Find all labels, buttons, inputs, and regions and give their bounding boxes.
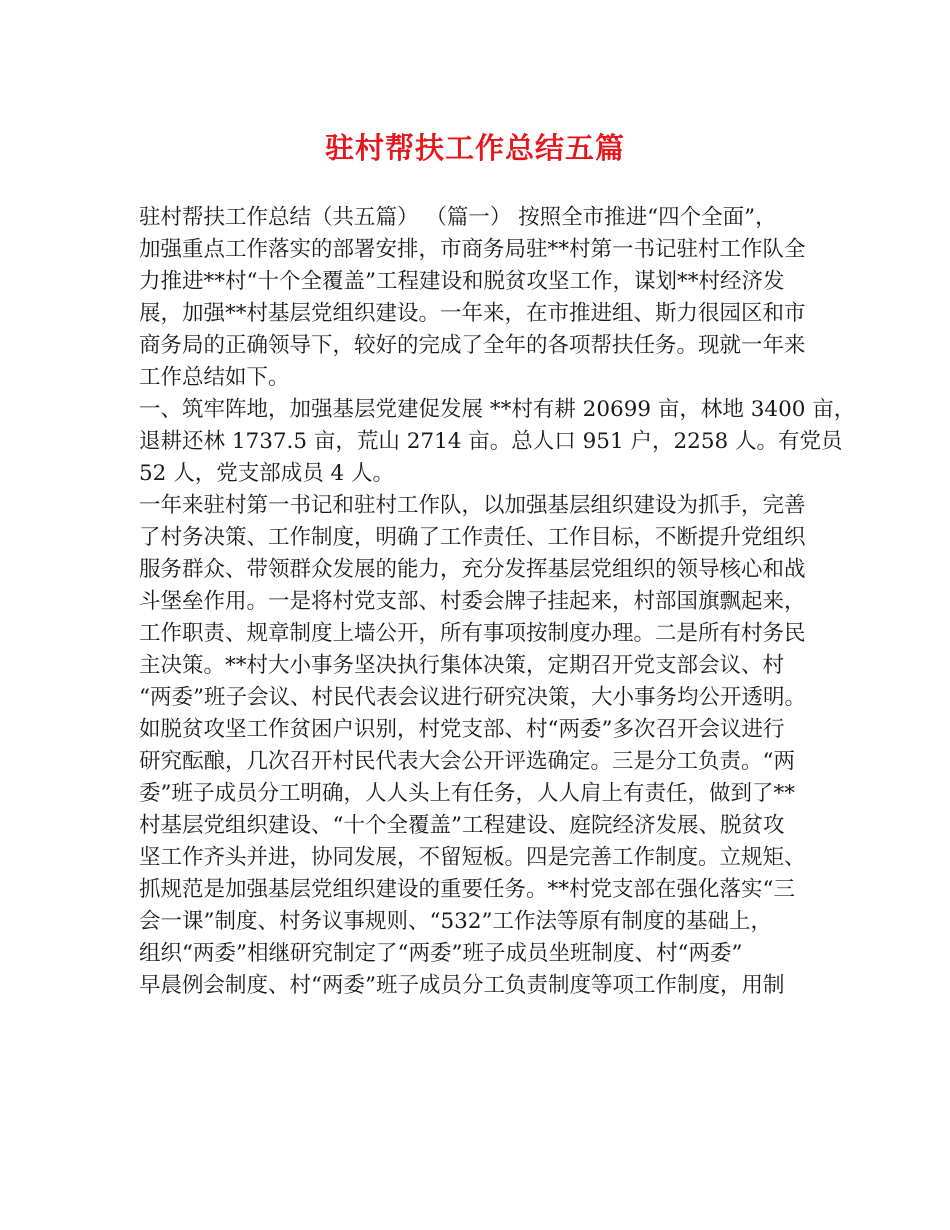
body-line: 组织“两委”相继研究制定了“两委”班子成员坐班制度、村“两委” [139, 941, 743, 966]
body-line: 如脱贫攻坚工作贫困户识别，村党支部、村“两委”多次召开会议进行 [139, 717, 785, 742]
body-line: 主决策。**村大小事务坚决执行集体决策，定期召开党支部会议、村 [139, 653, 785, 678]
body-line: 工作总结如下。 [139, 365, 290, 390]
body-line: 抓规范是加强基层党组织建设的重要任务。**村党支部在强化落实“三 [139, 877, 795, 902]
body-line: 早晨例会制度、村“两委”班子成员分工负责制度等项工作制度，用制 [139, 973, 785, 998]
body-line: 了村务决策、工作制度，明确了工作责任、工作目标，不断提升党组织 [139, 525, 806, 550]
body-line: 坚工作齐头并进，协同发展，不留短板。四是完善工作制度。立规矩、 [139, 845, 806, 870]
body-line: 委”班子成员分工明确，人人头上有任务，人人肩上有责任，做到了** [139, 781, 795, 806]
document-body [139, 202, 856, 1002]
body-line: 一、筑牢阵地，加强基层党建促发展 **村有耕 20699 亩，林地 3400 亩， [139, 397, 856, 422]
body-line: 村基层党组织建设、“十个全覆盖”工程建设、庭院经济发展、脱贫攻 [139, 813, 785, 838]
body-line: 服务群众、带领群众发展的能力，充分发挥基层党组织的领导核心和战 [139, 557, 806, 582]
body-line: 一年来驻村第一书记和驻村工作队，以加强基层组织建设为抓手，完善 [139, 493, 806, 518]
document-title: 驻村帮扶工作总结五篇 [324, 131, 625, 165]
body-line: 加强重点工作落实的部署安排，市商务局驻**村第一书记驻村工作队全 [139, 237, 806, 262]
body-line: 商务局的正确领导下，较好的完成了全年的各项帮扶任务。现就一年来 [139, 333, 806, 358]
body-line: 驻村帮扶工作总结（共五篇） （篇一） 按照全市推进“四个全面”， [139, 205, 777, 230]
body-line: 52 人，党支部成员 4 人。 [139, 461, 395, 486]
body-line: 工作职责、规章制度上墙公开，所有事项按制度办理。二是所有村务民 [139, 621, 806, 646]
body-line: “两委”班子会议、村民代表会议进行研究决策，大小事务均公开透明。 [139, 685, 806, 710]
body-line: 斗堡垒作用。一是将村党支部、村委会牌子挂起来，村部国旗飘起来， [139, 589, 806, 614]
body-line: 退耕还林 1737.5 亩，荒山 2714 亩。总人口 951 户，2258 人。有党员 [139, 429, 843, 454]
body-line: 会一课”制度、村务议事规则、“532”工作法等原有制度的基础上， [139, 909, 773, 934]
body-line: 展，加强**村基层党组织建设。一年来，在市推进组、斯力很园区和市 [139, 301, 806, 326]
body-line: 力推进**村“十个全覆盖”工程建设和脱贫攻坚工作，谋划**村经济发 [139, 269, 785, 294]
body-line: 研究酝酿，几次召开村民代表大会公开评选确定。三是分工负责。“两 [139, 749, 795, 774]
